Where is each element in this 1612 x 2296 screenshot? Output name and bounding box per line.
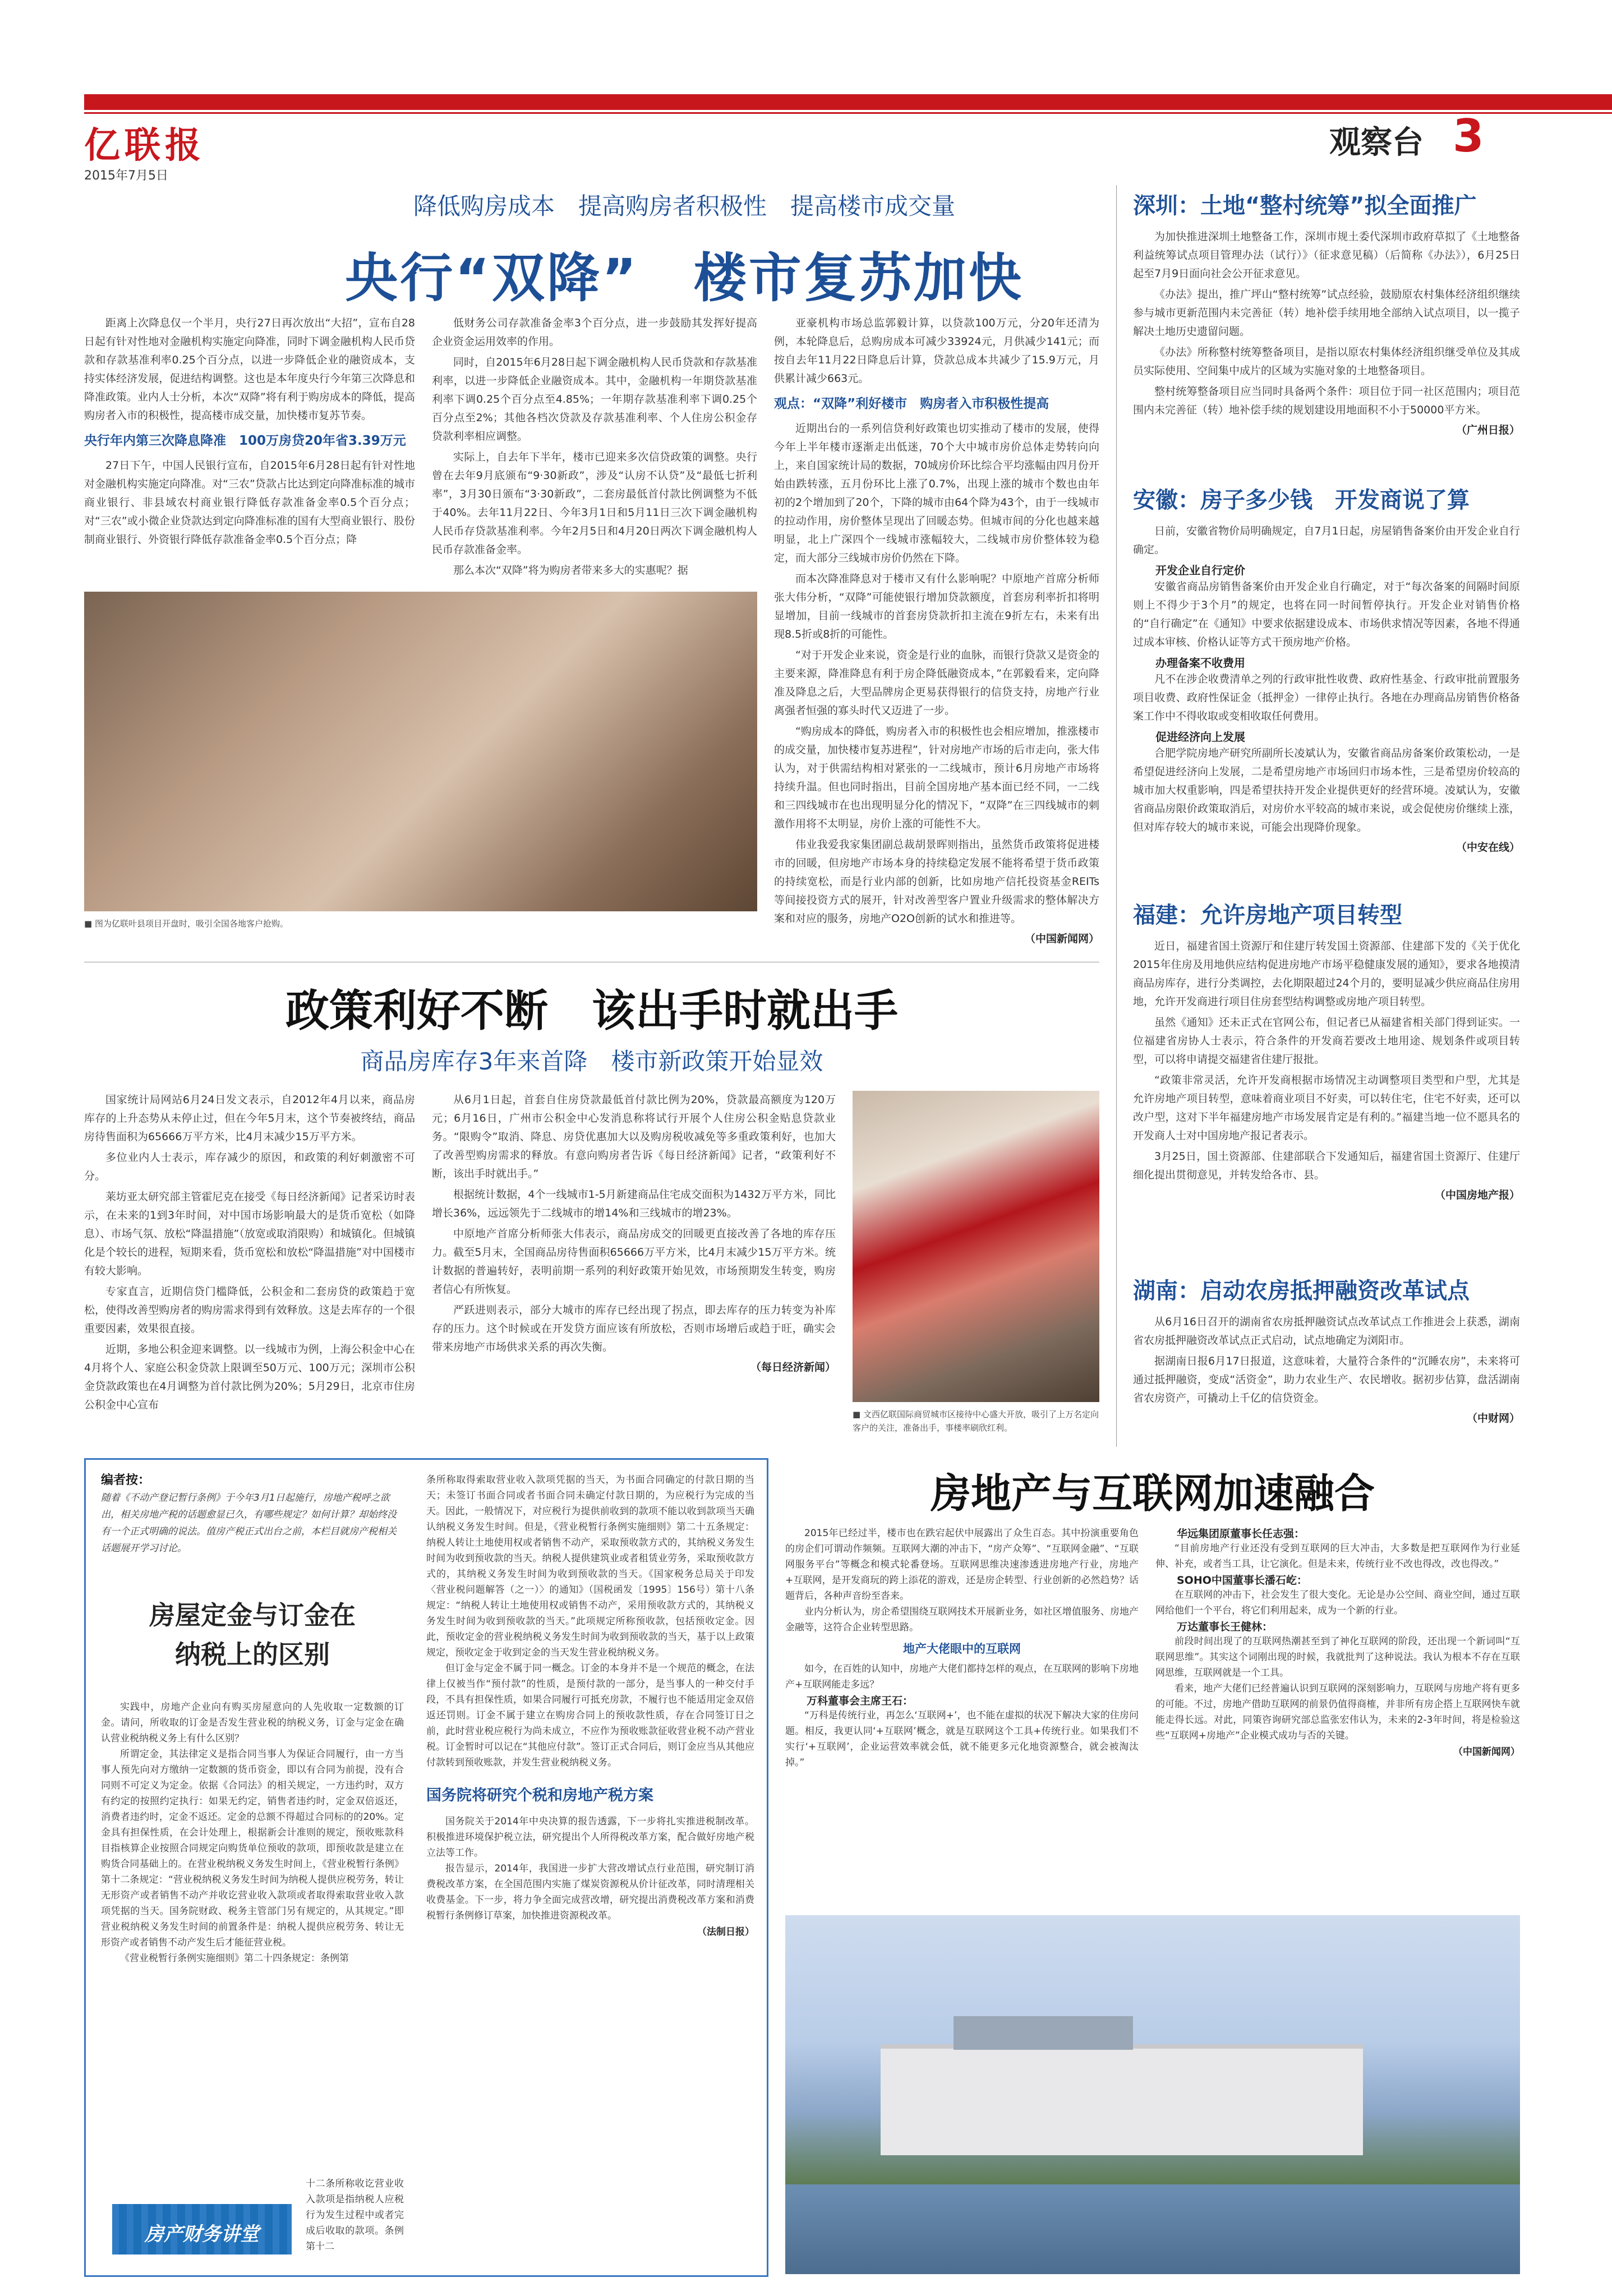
paragraph: 27日下午，中国人民银行宣布，自2015年6月28日起有针对性地对金融机构实施定向降准。对“三农”贷款占比达到定向降准标准的城市商业银行、非县域农村商业银行降低存款准备金率0.5个百分点；对“三农”或小微企业贷款达到定向降准标准的国有大型商业银行、股份制商业银行、外资银行降低存款准备金率0.5个百分点；降 xyxy=(84,459,415,546)
masthead-date: 2015年7月5日 xyxy=(84,169,168,183)
fusion-column-1 xyxy=(785,1525,1139,1771)
paragraph: 莱坊亚太研究部主管霍尼克在接受《每日经济新闻》记者采访时表示，在未来的1到3年时间，对中国市场影响最大的是货币宽松（如降息）、市场气氛、放松“降温措施”（放宽或取消限购）和城镇化。但城镇化是个较长的进程，短期来看，货币宽松和放松“降温措施”对中国楼市有较大影响。 xyxy=(84,1191,415,1277)
subhead: 促进经济向上发展 xyxy=(1155,730,1245,744)
subhead: 央行年内第三次降息降准 100万房贷20年省3.39万元 xyxy=(84,434,406,448)
paragraph: 十二条所称收讫营业收入款项是指纳税人应税行为发生过程中或者完成后收取的款项。条例第十二 xyxy=(306,2178,404,2252)
speaker: SOHO中国董事长潘石屹： xyxy=(1177,1574,1307,1587)
source: （法制日报） xyxy=(697,1926,754,1938)
paragraph: 低财务公司存款准备金率3个百分点，进一步鼓励其发挥好提高企业资金运用效率的作用。 xyxy=(432,317,757,348)
lead-photo xyxy=(84,592,757,911)
editor-note-label: 编者按： xyxy=(101,1473,151,1487)
paragraph: 多位业内人士表示，库存减少的原因，和政策的利好刺激密不可分。 xyxy=(84,1151,415,1182)
subhead: 办理备案不收费用 xyxy=(1155,656,1245,670)
subhead: 国务院将研究个税和房地产税方案 xyxy=(426,1787,653,1804)
hunan-block xyxy=(1133,1273,1520,1425)
anhui-block xyxy=(1133,482,1520,854)
city-label: 福建： xyxy=(1133,902,1200,928)
policy-column-2 xyxy=(432,1091,836,1374)
paragraph: 距离上次降息仅一个半月，央行27日再次放出“大招”，宣布自28日起有针对性地对金融机构实施定向降准，同时下调金融机构人民币贷款和存款基准利率0.25个百分点，以进一步降低企业的融资成本，支持实体经济发展，促进结构调整。这也是本年度央行今年第三次降息和降准政策。业内人士分析，本次“双降”将有利于购房成本的降低，提高购房者入市的积极性，提高楼市成交量，加快楼市复苏节奏。 xyxy=(84,317,415,422)
tax-headline-line-1: 房屋定金与订金在 xyxy=(149,1600,356,1630)
paragraph: 所谓定金，其法律定义是指合同当事人为保证合同履行，由一方当事人预先向对方缴纳一定数额的货币资金，即以有合同为前提，没有合同则不可定义为定金。依据《合同法》的相关规定，一方违约时，双方有约定的按照约定执行：如果无约定，销售者违约时，定金双倍返还，消费者违约时，定金不返还。定金的总额不得超过合同标的的20%。定金具有担保性质，在会计处理上，根据新会计准则的规定，预收账款科目指核算企业按照合同规定向购货单位预收的款项，即预收款是建立在购货合同基础上的。在营业税纳税义务发生时间上，《营业税暂行条例》第十二条规定：“营业税纳税义务发生时间为纳税人提供应税劳务，转让无形资产或者销售不动产并收讫营业收入款项或者取得索取营业收入款项凭据的当天。国务院财政、税务主管部门另有规定的，从其规定。”即营业税纳税义务发生时间的前置条件是：纳税人提供应税劳务、转让无形资产或者销售不动产发生后才能征营业税。 xyxy=(101,1749,404,1948)
paragraph: 实际上，自去年下半年，楼市已迎来多次信贷政策的调整。央行曾在去年9月底颁布“9·30新政”，涉及“认房不认贷”及“最低七折利率”，3月30日颁布“3·30新政”，二套房最低首付款比例调整为不低于40%。去年11月22日、今年3月1日和5月11日三次下调金融机构人民币存贷款基准利率。今年2月5日和4月20日两次下调金融机构人民币存款准备金率。 xyxy=(432,451,757,556)
source: （中国新闻网） xyxy=(1453,1746,1520,1758)
lead-column-2 xyxy=(432,314,757,582)
column-rule xyxy=(1116,185,1117,1447)
paragraph: 亚豪机构市场总监郭毅计算，以贷款100万元，分20年还清为例，本轮降息后，总购房成本可减少33924元，月供减少141元；而按自去年11月22日降息后计算，贷款总成本共减少了15.9万元，月供累计减少663元。 xyxy=(774,317,1099,385)
policy-photo xyxy=(853,1091,1099,1402)
page-number: 3 xyxy=(1453,110,1484,162)
paragraph: 前段时间出现了的互联网热潮甚至到了神化互联网的阶段，还出现一个新词叫“互联网思维”。其实这个词刚出现的时候，我就批判了这种说法。我认为根本不存在互联网思维，互联网就是一个工具。 xyxy=(1155,1636,1520,1679)
paragraph: 虽然《通知》还未正式在官网公布，但记者已从福建省相关部门得到证实。一位福建省房协人士表示，符合条件的开发商若要改土地用途、规划条件或项目转型，可以将申请提交福建省住建厅报批。 xyxy=(1133,1016,1520,1066)
section-title xyxy=(1133,188,1520,220)
paragraph: “万科是传统行业，再怎么‘互联网+’，也不能在虚拟的状况下解决大家的住房问题。相反，我更认同‘+互联网’概念，就是互联网这个工具+传统行业。如果我们不实行‘+互联网’，企业运营效率就会低，就不能更多元化地资源整合，就会被淘汰掉。” xyxy=(785,1710,1139,1768)
paragraph: 从6月1日起，首套自住房贷款最低首付款比例为20%，贷款最高额度为120万元；6月16日，广州市公积金中心发消息称将试行开展个人住房公积金贴息贷款业务。“限购令”取消、降息、房贷优惠加大以及购房税收减免等多重政策利好，也加大了改善型购房需求的释放。有意向购房者告诉《每日经济新闻》记者，“政策利好不断，该出手时就出手。” xyxy=(432,1094,836,1180)
source: （中财网） xyxy=(1466,1412,1520,1424)
paragraph: 近期出台的一系列信贷利好政策也切实推动了楼市的发展，使得今年上半年楼市逐渐走出低迷，70个大中城市房价总体走势转向向上，来自国家统计局的数据，70城房价环比综合平均涨幅由四月份开始由跌转涨，五月份环比上涨了0.7%，出现上涨的城市个数也由年初的2个增加到了20个，下降的城市由64个降为43个，由于一线城市的拉动作用，房价整体呈现出了回暖态势。但城市间的分化也越来越明显，北上广深四个一线城市涨幅较大，二线城市房价整体较为稳定，而大部分三线城市房价仍然在下降。 xyxy=(774,422,1099,564)
editor-note-text: 随着《不动产登记暂行条例》于今年3月1日起施行，房地产税呼之欲出，相关房地产税的话题愈显已久，有哪些规定？如何计算？却始终没有一个正式明确的说法。值房产税正式出台之前，本栏目就房产税相关话题展开学习讨论。 xyxy=(101,1492,397,1554)
tax-headline xyxy=(101,1596,404,1674)
source: （广州日报） xyxy=(1456,424,1520,436)
building xyxy=(881,2044,1363,2155)
paragraph: 据湖南日报6月17日报道，这意味着，大量符合条件的“沉睡农房”，未来将可通过抵押融资，变成“活资金”，助力农业生产、农民增收。据初步估算，盘活湖南省农房资产，可撬动上千亿的信贷资金。 xyxy=(1133,1355,1520,1404)
speaker: 万科董事会主席王石： xyxy=(807,1695,914,1707)
subhead: 观点：“双降”利好楼市 购房者入市积极性提高 xyxy=(774,397,1049,411)
city-label: 深圳： xyxy=(1133,193,1200,219)
paragraph: 安徽省商品房销售备案价由开发企业自行确定，对于“每次备案的间隔时间原则上不得少于3个月”的规定，也将在同一时间暂停执行。开发企业对销售价格的“自行确定”在《通知》中要求依据建设成本、市场供求情况等因素，各地不得通过成本审核、价格认证等方式干预房地产价格。 xyxy=(1133,580,1520,648)
paragraph: 《办法》提出，推广坪山“整村统筹”试点经验，鼓励原农村集体经济组织继续参与城市更新范围内未完善征（转）地补偿手续用地全部纳入试点项目，以一揽子解决土地历史遗留问题。 xyxy=(1133,288,1520,338)
tax-column-2 xyxy=(426,1472,754,1938)
tax-side-text xyxy=(306,2176,404,2254)
title-text: 房子多少钱 开发商说了算 xyxy=(1200,487,1470,513)
paragraph: “购房成本的降低，购房者入市的积极性也会相应增加，推涨楼市的成交量，加快楼市复苏进程”，针对房地产市场的后市走向，张大伟认为，对于供需结构相对紧张的一二线城市，预计6月房地产市场将持续升温。但也同时指出，目前全国房地产基本面已经不同，一二线和三四线城市在也出现明显分化的情况下，“双降”在三四线城市的刺激作用将不太明显，房价上涨的可能性不大。 xyxy=(774,725,1099,830)
masthead-logo: 亿联报 xyxy=(84,125,205,167)
policy-headline: 政策利好不断 该出手时就出手 xyxy=(285,986,898,1036)
city-label: 湖南： xyxy=(1133,1278,1200,1304)
paragraph: 近期，多地公积金迎来调整。以一线城市为例，上海公积金中心在4月将个人、家庭公积金贷款上限调至50万元、100万元；深圳市公积金贷款政策也在4月调整为首付款比例为20%；5月29日，北京市住房公积金中心宣布 xyxy=(84,1343,415,1411)
paragraph: 整村统筹整备项目应当同时具备两个条件：项目位于同一社区范围内；项目范围内未完善征（转）地补偿手续的规划建设用地面积不小于50000平方米。 xyxy=(1133,385,1520,416)
badge-text: 房产财务讲堂 xyxy=(145,2223,259,2246)
section-title xyxy=(1133,482,1520,514)
paragraph: 报告显示，2014年，我国进一步扩大营改增试点行业范围，研究制订消费税改革方案，在全国范围内实施了煤炭资源税从价计征改革，同时清理相关收费基金。下一步，将力争全面完成营改增，研究提出消费税改革方案和消费税暂行条例修订草案，加快推进资源税改革。 xyxy=(426,1863,754,1921)
policy-column-1 xyxy=(84,1091,415,1417)
paragraph: 伟业我爱我家集团副总裁胡景晖则指出，虽然货币政策将促进楼市的回暖，但房地产市场本身的持续稳定发展不能将希望于货币政策的持续宽松，而是行业内部的创新，比如房地产信托投资基金REITs等间接投资方式的展开，针对改善型客户置业升级需求的整体解决方案和对应的服务，房地产O2O创新的试水和推进等。 xyxy=(774,838,1099,925)
policy-subhead: 商品房库存3年来首降 楼市新政策开始显效 xyxy=(360,1048,823,1075)
masthead-red-bar xyxy=(84,94,1612,110)
river xyxy=(785,2184,1520,2274)
paragraph: 同时，自2015年6月28日起下调金融机构人民币贷款和存款基准利率，以进一步降低企业融资成本。其中，金融机构一年期贷款基准利率下调0.25个百分点至4.85%；一年期存款基准利率下调0.25个百分点至2%；其他各档次贷款及存款基准利率、个人住房公积金存贷款利率相应调整。 xyxy=(432,356,757,442)
editor-note xyxy=(101,1472,404,1557)
paragraph: 而本次降准降息对于楼市又有什么影响呢？中原地产首席分析师张大伟分析，“双降”可能使银行增加贷款额度，首套房利率折扣将明显增加，目前一线城市的首套房贷款折扣主流在9折左右，未来有出现8.5折或8折的可能性。 xyxy=(774,573,1099,640)
paragraph: 凡不在涉企收费清单之列的行政审批性收费、政府性基金、行政审批前置服务项目收费、政府性保证金（抵押金）一律停止执行。各地在办理商品房销售价格备案工作中不得收取或变相收取任何费用。 xyxy=(1133,673,1520,722)
paragraph: 近日，福建省国土资源厅和住建厅转发国土资源部、住建部下发的《关于优化2015年住房及用地供应结构促进房地产市场平稳健康发展的通知》，要求各地摸清商品房库存，进行分类调控，去化期限超过24个月的，要明显减少供应商品住房用地，允许开发商进行项目住房套型结构调整或房地产项目转型。 xyxy=(1133,940,1520,1008)
city-label: 安徽： xyxy=(1133,487,1200,513)
section-name: 观察台 xyxy=(1329,125,1424,161)
fusion-column-2 xyxy=(1155,1525,1520,1758)
paragraph: 日前，安徽省物价局明确规定，自7月1日起，房屋销售备案价由开发企业自行确定。 xyxy=(1133,525,1520,556)
paragraph: 合肥学院房地产研究所副所长凌斌认为，安徽省商品房备案价政策松动，一是希望促进经济向上发展，二是希望房地产市场回归市场本性，三是希望房价较高的城市加大权重影响，四是希望扶持开发企业提供更好的经营环境。凌斌认为，安徽省商品房限价政策取消后，对房价水平较高的城市来说，或会促使房价继续上涨，但对库存较大的城市来说，可能会出现降价现象。 xyxy=(1133,747,1520,833)
paragraph: 2015年已经过半，楼市也在跌宕起伏中展露出了众生百态。其中扮演重要角色的房企们可谓动作频频。互联网大潮的冲击下，“房产众筹”、“互联网金融”、“互联网服务平台”等概念和模式轮番登场。互联网思维决速渗透进房地产行业，房地产+互联网，是开发商玩的跨上添花的游戏，还是房企转型、行业创新的必然趋势？话题背后，各种声音纷至沓来。 xyxy=(785,1528,1139,1602)
paragraph: 如今，在百姓的认知中，房地产大佬们都持怎样的观点，在互联网的影响下房地产+互联网能走多远？ xyxy=(785,1663,1139,1690)
paragraph: 看来，地产大佬们已经普遍认识到互联网的深刻影响力，互联网与房地产将有更多的可能。不过，房地产借助互联网的前景仍值得商榷，并非所有房企搭上互联网快车就能走得长远。对此，同策咨询研究部总监张宏伟认为，未来的2-3年时间，将是检验这些“互联网+房地产”企业模式成功与否的关键。 xyxy=(1155,1683,1520,1741)
lead-column-1 xyxy=(84,314,415,551)
subhead: 开发企业自行定价 xyxy=(1155,564,1245,577)
section-title xyxy=(1133,1273,1520,1305)
paragraph: 3月25日，国土资源部、住建部联合下发通知后，福建省国土资源厅、住建厅细化提出贯彻意见，并转发给各市、县。 xyxy=(1133,1150,1520,1181)
paragraph: 《营业税暂行条例实施细则》第二十四条规定：条例第 xyxy=(120,1953,349,1964)
paragraph: “目前房地产行业还没有受到互联网的巨大冲击，大多数是把互联网作为行业延伸、补充，或者当工具，让它演化。但是未来，传统行业不改也得改，改也得改。” xyxy=(1155,1543,1520,1570)
paragraph: 从6月16日召开的湖南省农房抵押融资试点改革试点工作推进会上获悉，湖南省农房抵押融资改革试点正式启动，试点地确定为浏阳市。 xyxy=(1133,1316,1520,1347)
paragraph: 根据统计数据，4个一线城市1-5月新建商品住宅成交面积为1432万平方米，同比增长36%，远远领先于二线城市的增14%和三线城市的增23%。 xyxy=(432,1188,836,1219)
paragraph: 为加快推进深圳土地整备工作，深圳市规土委代深圳市政府草拟了《土地整备利益统筹试点项目管理办法（试行）》（征求意见稿）（后简称《办法》），6月25日起至7月9日面向社会公开征求意见。 xyxy=(1133,230,1520,280)
speaker: 华远集团原董事长任志强： xyxy=(1177,1528,1305,1540)
paragraph: 实践中，房地产企业向有购买房屋意向的人先收取一定数额的订金。请问，所收取的订金是否发生营业税的纳税义务，订金与定金在确认营业税纳税义务上有什么区别？ xyxy=(101,1702,404,1744)
tax-badge xyxy=(112,2204,292,2254)
paragraph: 条所称取得索取营业收入款项凭据的当天，为书面合同确定的付款日期的当天；未签订书面合同或者书面合同未确定付款日期的，为应税行为完成的当天。因此，一般情况下，对应税行为提供前收到的款项不能以收到款项当天确认纳税义务发生时间。但是，《营业税暂行条例实施细则》第二十五条规定：纳税人转让土地使用权或者销售不动产，采取预收款方式的，其纳税义务发生时间为收到预收款的当天。纳税人提供建筑业或者租赁业劳务，采取预收款方式的，其纳税义务发生时间为收到预收款的当天。《国家税务总局关于印发〈营业税问题解答（之一）〉的通知》（国税函发〔1995〕156号）第十八条规定：“纳税人转让土地使用权或销售不动产，采用预收款方式的，其纳税义务发生时间为收到预收款的当天。”此项规定所称预收款，包括预收定金。因此，预收定金的营业税纳税义务发生时间为收到预收款的当天，基于以上政策规定，预收定金于收到定金的当天发生营业税纳税义务。 xyxy=(426,1474,754,1658)
paragraph: “对于开发企业来说，资金是行业的血脉，而银行贷款又是资金的主要来源，降准降息有利于房企降低融资成本，”在郭毅看来，定向降准及降息之后，大型品牌房企更易获得银行的信贷支持，房地产行业离强者恒强的寡头时代又迈进了一步。 xyxy=(774,649,1099,717)
section-title xyxy=(1133,897,1520,929)
paragraph: 《办法》所称整村统筹整备项目，是指以原农村集体经济组织继受单位及其成员实际使用、空间集中成片的区域为实施对象的土地整备项目。 xyxy=(1133,346,1520,377)
title-text: 允许房地产项目转型 xyxy=(1200,902,1402,928)
source: （中国房地产报） xyxy=(1434,1189,1520,1201)
building-roof xyxy=(954,2016,1133,2050)
shenzhen-block xyxy=(1133,188,1520,437)
lead-headline: 央行“双降” 楼市复苏加快 xyxy=(345,248,1024,309)
paragraph: 专家直言，近期信贷门槛降低，公积金和二套房贷的政策趋于宽松，使得改善型购房者的购房需求得到有效释放。这是去库存的一个很重要因素，效果很直接。 xyxy=(84,1285,415,1335)
fusion-headline: 房地产与互联网加速融合 xyxy=(930,1470,1375,1517)
policy-photo-caption: ■ 文西亿联国际商贸城市区接待中心盛大开放，吸引了上万名定向客户的关注，准备出手，事楼率刷欣红利。 xyxy=(853,1409,1099,1433)
tax-column-1 xyxy=(101,1699,404,1966)
paragraph: 国家统计局网站6月24日发文表示，自2012年4月以来，商品房库存的上升态势从未停止过，但在今年5月末，这个节奏被终结，商品房待售面积为65666万平方米，比4月末减少15万平方米。 xyxy=(84,1094,415,1143)
paragraph: 但订金与定金不属于同一概念。订金的本身并不是一个规范的概念，在法律上仅被当作“预付款”的性质，是预付款的一部分，是当事人的一种交付手段，不具有担保性质，如果合同履行可抵充房款，不履行也不能适用定金双倍返还罚则。订金不属于建立在购房合同上的预收款性质，存在合同签订日之前，此时营业税应税行为尚未成立，不应作为预收账款征收营业税不动产营业税。订金暂时可以记在“其他应付款”。签订正式合同后，则订金应当从其他应付款转到预收账款，并发生营业税纳税义务。 xyxy=(426,1663,754,1768)
speaker: 万达董事长王健林： xyxy=(1177,1621,1273,1633)
fusion-rendering xyxy=(785,1915,1520,2274)
lead-kicker: 降低购房成本 提高购房者积极性 提高楼市成交量 xyxy=(413,192,955,220)
paragraph: 国务院关于2014年中央决算的报告透露，下一步将扎实推进税制改革。积极推进环境保护税立法，研究提出个人所得税改革方案，配合做好房地产税立法等工作。 xyxy=(426,1816,754,1859)
lead-column-3 xyxy=(774,314,1099,946)
paragraph: 业内分析认为，房企希望围绕互联网技术开展新业务，如社区增值服务、房地产金融等，这符合企业转型思路。 xyxy=(785,1606,1139,1633)
source: （每日经济新闻） xyxy=(750,1361,836,1373)
paragraph: “政策非常灵活，允许开发商根据市场情况主动调整项目类型和户型，尤其是允许房地产项目转型，意味着商业项目不好卖，可以转住宅，住宅不好卖，还可以改户型，这对下半年福建房地产市场发展肯定是有利的。”福建当地一位不愿具名的开发商人士对中国房地产报记者表示。 xyxy=(1133,1074,1520,1142)
subhead: 地产大佬眼中的互联网 xyxy=(903,1642,1021,1656)
source: （中国新闻网） xyxy=(1024,933,1099,945)
title-text: 土地“整村统筹”拟全面推广 xyxy=(1200,193,1477,219)
paragraph: 在互联网的冲击下，社会发生了很大变化。无论是办公空间、商业空间，通过互联网给他们一个平台，将它们利用起来，成为一个新的行业。 xyxy=(1155,1589,1520,1616)
title-text: 启动农房抵押融资改革试点 xyxy=(1200,1278,1470,1304)
lead-photo-caption: ■ 图为亿联叶县项目开盘时，吸引全国各地客户抢购。 xyxy=(84,919,288,929)
masthead-rule xyxy=(84,112,1612,114)
source: （中安在线） xyxy=(1456,841,1520,854)
tax-headline-line-2: 纳税上的区别 xyxy=(175,1639,330,1670)
paragraph: 那么本次“双降”将为购房者带来多大的实惠呢？据 xyxy=(453,564,688,577)
fujian-block xyxy=(1133,897,1520,1202)
paragraph: 严跃进则表示，部分大城市的库存已经出现了拐点，即去库存的压力转变为补库存的压力。这个时候或在开发贷方面应该有所放松，否则市场增后或趋于旺，确实会带来房地产市场供求关系的再次失衡。 xyxy=(432,1304,836,1353)
paragraph: 中原地产首席分析师张大伟表示，商品房成交的回暖更直接改善了各地的库存压力。截至5月末，全国商品房待售面积65666万平方米，比4月末减少15万平方米。统计数据的普遍转好，表明前期一系列的利好政策开始见效，市场预期发生转变，购房者信心有所恢复。 xyxy=(432,1228,836,1295)
